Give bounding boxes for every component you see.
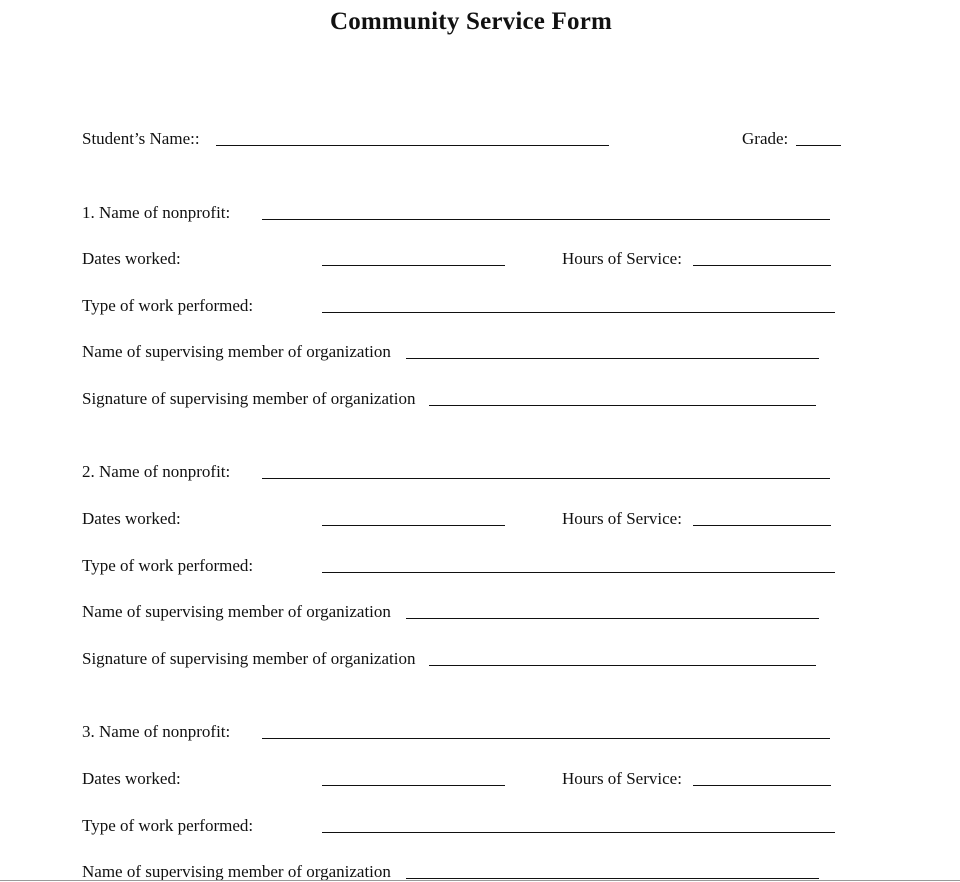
entry-2-dates-field[interactable] — [322, 525, 505, 526]
entry-3-hours-label: Hours of Service: — [562, 769, 682, 788]
entry-2-signature-field[interactable] — [429, 665, 816, 666]
entry-1-nonprofit-field[interactable] — [262, 219, 830, 220]
entry-2-dates-label: Dates worked: — [82, 509, 181, 528]
entry-3-work-label: Type of work performed: — [82, 816, 254, 835]
entry-1-dates-label: Dates worked: — [82, 249, 181, 268]
entry-3-dates-label: Dates worked: — [82, 769, 181, 788]
entry-1-supervisor-field[interactable] — [406, 358, 819, 359]
grade-label: Grade: — [742, 129, 789, 148]
entry-1-signature-label: Signature of supervising member of organization — [82, 389, 416, 408]
entry-1-nonprofit-label: 1. Name of nonprofit: — [82, 203, 231, 222]
entry-2-work-label: Type of work performed: — [82, 556, 254, 575]
entry-1-hours-field[interactable] — [693, 265, 831, 266]
entry-3-work-field[interactable] — [322, 832, 835, 833]
entry-2-supervisor-label: Name of supervising member of organization — [82, 602, 391, 621]
entry-2-signature-label: Signature of supervising member of organization — [82, 649, 416, 668]
student-name-field[interactable] — [216, 145, 609, 146]
entry-2-nonprofit-field[interactable] — [262, 478, 830, 479]
entry-1-work-label: Type of work performed: — [82, 296, 254, 315]
entry-3-supervisor-field[interactable] — [406, 878, 819, 879]
entry-2-work-field[interactable] — [322, 572, 835, 573]
entry-3-supervisor-label: Name of supervising member of organization — [82, 862, 391, 881]
entry-2-nonprofit-label: 2. Name of nonprofit: — [82, 462, 231, 481]
entry-1-dates-field[interactable] — [322, 265, 505, 266]
page-bottom-divider — [0, 880, 960, 881]
student-name-label: Student’s Name:: — [82, 129, 200, 148]
entry-3-dates-field[interactable] — [322, 785, 505, 786]
grade-field[interactable] — [796, 145, 841, 146]
entry-2-supervisor-field[interactable] — [406, 618, 819, 619]
entry-2-hours-label: Hours of Service: — [562, 509, 682, 528]
entry-1-work-field[interactable] — [322, 312, 835, 313]
entry-2-hours-field[interactable] — [693, 525, 831, 526]
entry-3-nonprofit-field[interactable] — [262, 738, 830, 739]
form-title: Community Service Form — [329, 8, 613, 35]
entry-1-supervisor-label: Name of supervising member of organization — [82, 342, 391, 361]
entry-3-nonprofit-label: 3. Name of nonprofit: — [82, 722, 231, 741]
entry-1-hours-label: Hours of Service: — [562, 249, 682, 268]
entry-1-signature-field[interactable] — [429, 405, 816, 406]
entry-3-hours-field[interactable] — [693, 785, 831, 786]
